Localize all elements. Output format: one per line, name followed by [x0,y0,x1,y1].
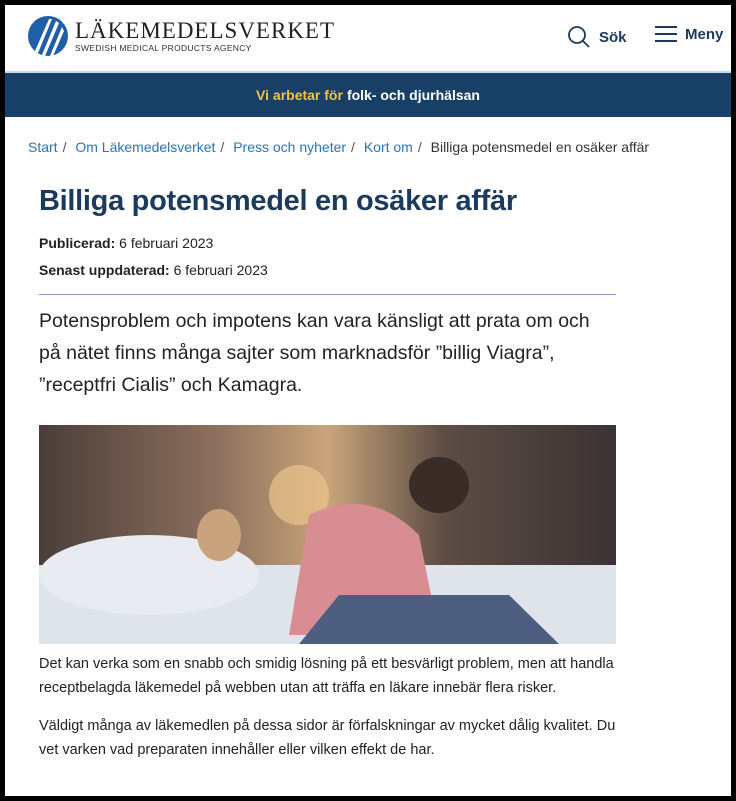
tagline-banner [5,73,731,117]
logo[interactable] [27,15,335,57]
updated-date: 6 februari 2023 [173,262,268,278]
search-button[interactable] [567,25,627,49]
tagline-highlight: Vi arbetar för [256,87,343,103]
breadcrumb-current: Billiga potensmedel en osäker affär [430,139,650,155]
logo-mark-icon [27,15,69,57]
published-date: 6 februari 2023 [119,235,214,251]
breadcrumb-press[interactable]: Press och nyheter [233,139,347,155]
logo-name: LÄKEMEDELSVERKET [75,18,336,43]
breadcrumb-kort-om[interactable]: Kort om [363,139,413,155]
body-paragraph: Väldigt många av läkemedlen på dessa sidor är förfalskningar av mycket dålig kvalitet. Du vet varken vad preparaten innehåller eller vilken effekt de har. [39,718,616,758]
search-icon [567,25,591,49]
logo-subtitle: SWEDISH MEDICAL PRODUCTS AGENCY [75,43,252,53]
menu-button[interactable] [655,25,723,43]
hamburger-icon [655,25,677,43]
tagline-text: folk- och djurhälsan [346,87,480,103]
page [5,5,731,796]
page-title: Billiga potensmedel en osäker affär [39,185,517,217]
published-label: Publicerad: [39,235,116,251]
lead-paragraph: Potensproblem och impotens kan vara känsligt att prata om och på nätet finns många sajter som marknadsför ”billig Viagra”, ”receptfri Cialis” och Kamagra. [39,310,590,396]
breadcrumb-about[interactable]: Om Läkemedelsverket [75,139,216,155]
article-meta [39,230,616,284]
menu-label: Meny [685,25,724,43]
article [39,185,616,762]
divider [39,294,616,295]
breadcrumb-start[interactable]: Start [28,139,58,155]
breadcrumb: Start / Om Läkemedelsverket / Press och nyheter / Kort om / Billiga potensmedel en osäker affär [28,139,650,155]
image-caption: Det kan verka som en snabb och smidig lösning på ett besvärligt problem, men att handla receptbelagda läkemedel på webben utan att träffa en läkare innebär flera risker. [39,656,614,696]
search-label: Sök [599,28,627,46]
article-image [39,425,616,644]
site-header [5,5,731,73]
updated-label: Senast uppdaterad: [39,262,170,278]
